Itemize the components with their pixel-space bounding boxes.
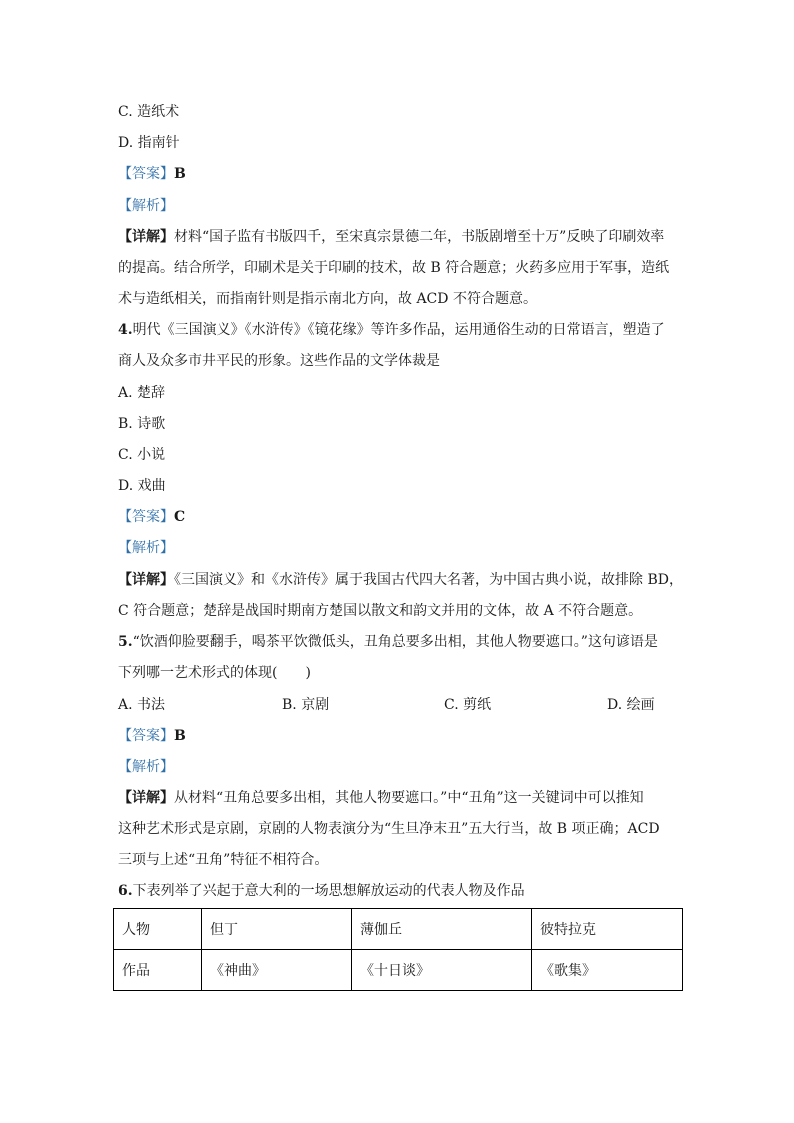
table-cell: 作品 xyxy=(114,950,202,991)
q4-analysis-tag: 【解析】 xyxy=(118,540,174,556)
q5-options-row xyxy=(118,695,678,715)
detail-tag: 【详解】 xyxy=(118,790,174,806)
table-row xyxy=(114,909,683,950)
table-cell: 《十日谈》 xyxy=(352,950,532,991)
q3-answer xyxy=(118,164,186,184)
answer-tag: 【答案】 xyxy=(118,728,174,744)
q4-option-b: B. 诗歌 xyxy=(118,416,166,432)
q5-stem-line-1: 5.“饮酒仰脸要翻手，喝茶平饮微低头，丑角总要多出相，其他人物要遮口。”这句谚语是 xyxy=(118,634,658,650)
q4-answer xyxy=(118,507,185,527)
answer-value: B xyxy=(174,728,186,744)
q5-option-a: A. 书法 xyxy=(118,697,166,713)
q3-analysis-tag: 【解析】 xyxy=(118,198,174,214)
question-number: 5. xyxy=(118,634,133,650)
q4-stem-line-2: 商人及众多市井平民的形象。这些作品的文学体裁是 xyxy=(118,353,440,369)
q3-option-d: D. 指南针 xyxy=(118,135,180,151)
q5-stem-line-2: 下列哪一艺术形式的体现( ) xyxy=(118,665,311,681)
table-cell: 《歌集》 xyxy=(532,950,683,991)
q4-option-c: C. 小说 xyxy=(118,447,166,463)
q5-analysis-tag: 【解析】 xyxy=(118,759,174,775)
answer-tag: 【答案】 xyxy=(118,509,174,525)
table-row xyxy=(114,950,683,991)
table-cell: 薄伽丘 xyxy=(352,909,532,950)
table-cell: 但丁 xyxy=(202,909,352,950)
q3-detail-line-1: 【详解】材料“国子监有书版四千，至宋真宗景德二年，书版剧增至十万”反映了印刷效率 xyxy=(118,229,665,245)
table-cell: 人物 xyxy=(114,909,202,950)
question-number: 6. xyxy=(118,883,133,899)
q5-detail-line-2: 这种艺术形式是京剧，京剧的人物表演分为“生旦净末丑”五大行当，故 B 项正确；ACD xyxy=(118,821,660,837)
answer-value: B xyxy=(174,166,186,182)
q3-option-c: C. 造纸术 xyxy=(118,104,180,120)
q3-detail-line-2: 的提高。结合所学，印刷术是关于印刷的技术，故 B 符合题意；火药多应用于军事，造纸 xyxy=(118,260,670,276)
answer-value: C xyxy=(174,509,186,525)
q5-detail-line-3: 三项与上述“丑角”特征不相符合。 xyxy=(118,852,329,868)
detail-tag: 【详解】 xyxy=(118,572,174,588)
detail-tag: 【详解】 xyxy=(118,229,174,245)
q4-detail-line-1: 【详解】《三国演义》和《水浒传》属于我国古代四大名著，为中国古典小说，故排除 BD， xyxy=(118,572,683,588)
table-cell: 《神曲》 xyxy=(202,950,352,991)
q6-stem: 6.下表列举了兴起于意大利的一场思想解放运动的代表人物及作品 xyxy=(118,883,525,899)
q5-option-b: B. 京剧 xyxy=(282,697,330,713)
table-cell: 彼特拉克 xyxy=(532,909,683,950)
question-number: 4. xyxy=(118,322,133,338)
q5-option-c: C. 剪纸 xyxy=(444,697,492,713)
q5-answer xyxy=(118,726,186,746)
answer-tag: 【答案】 xyxy=(118,166,174,182)
q4-stem-line-1: 4.明代《三国演义》《水浒传》《镜花缘》等许多作品，运用通俗生动的日常语言，塑造了 xyxy=(118,322,665,338)
q4-option-d: D. 戏曲 xyxy=(118,478,166,494)
q4-option-a: A. 楚辞 xyxy=(118,385,166,401)
q3-detail-line-3: 术与造纸相关，而指南针则是指示南北方向，故 ACD 不符合题意。 xyxy=(118,291,537,307)
q6-table xyxy=(113,908,683,991)
q4-detail-line-2: C 符合题意；楚辞是战国时期南方楚国以散文和韵文并用的文体，故 A 不符合题意。 xyxy=(118,603,643,619)
q5-detail-line-1: 【详解】从材料“丑角总要多出相，其他人物要遮口。”中“丑角”这一关键词中可以推知 xyxy=(118,790,644,806)
q5-option-d: D. 绘画 xyxy=(607,697,655,713)
